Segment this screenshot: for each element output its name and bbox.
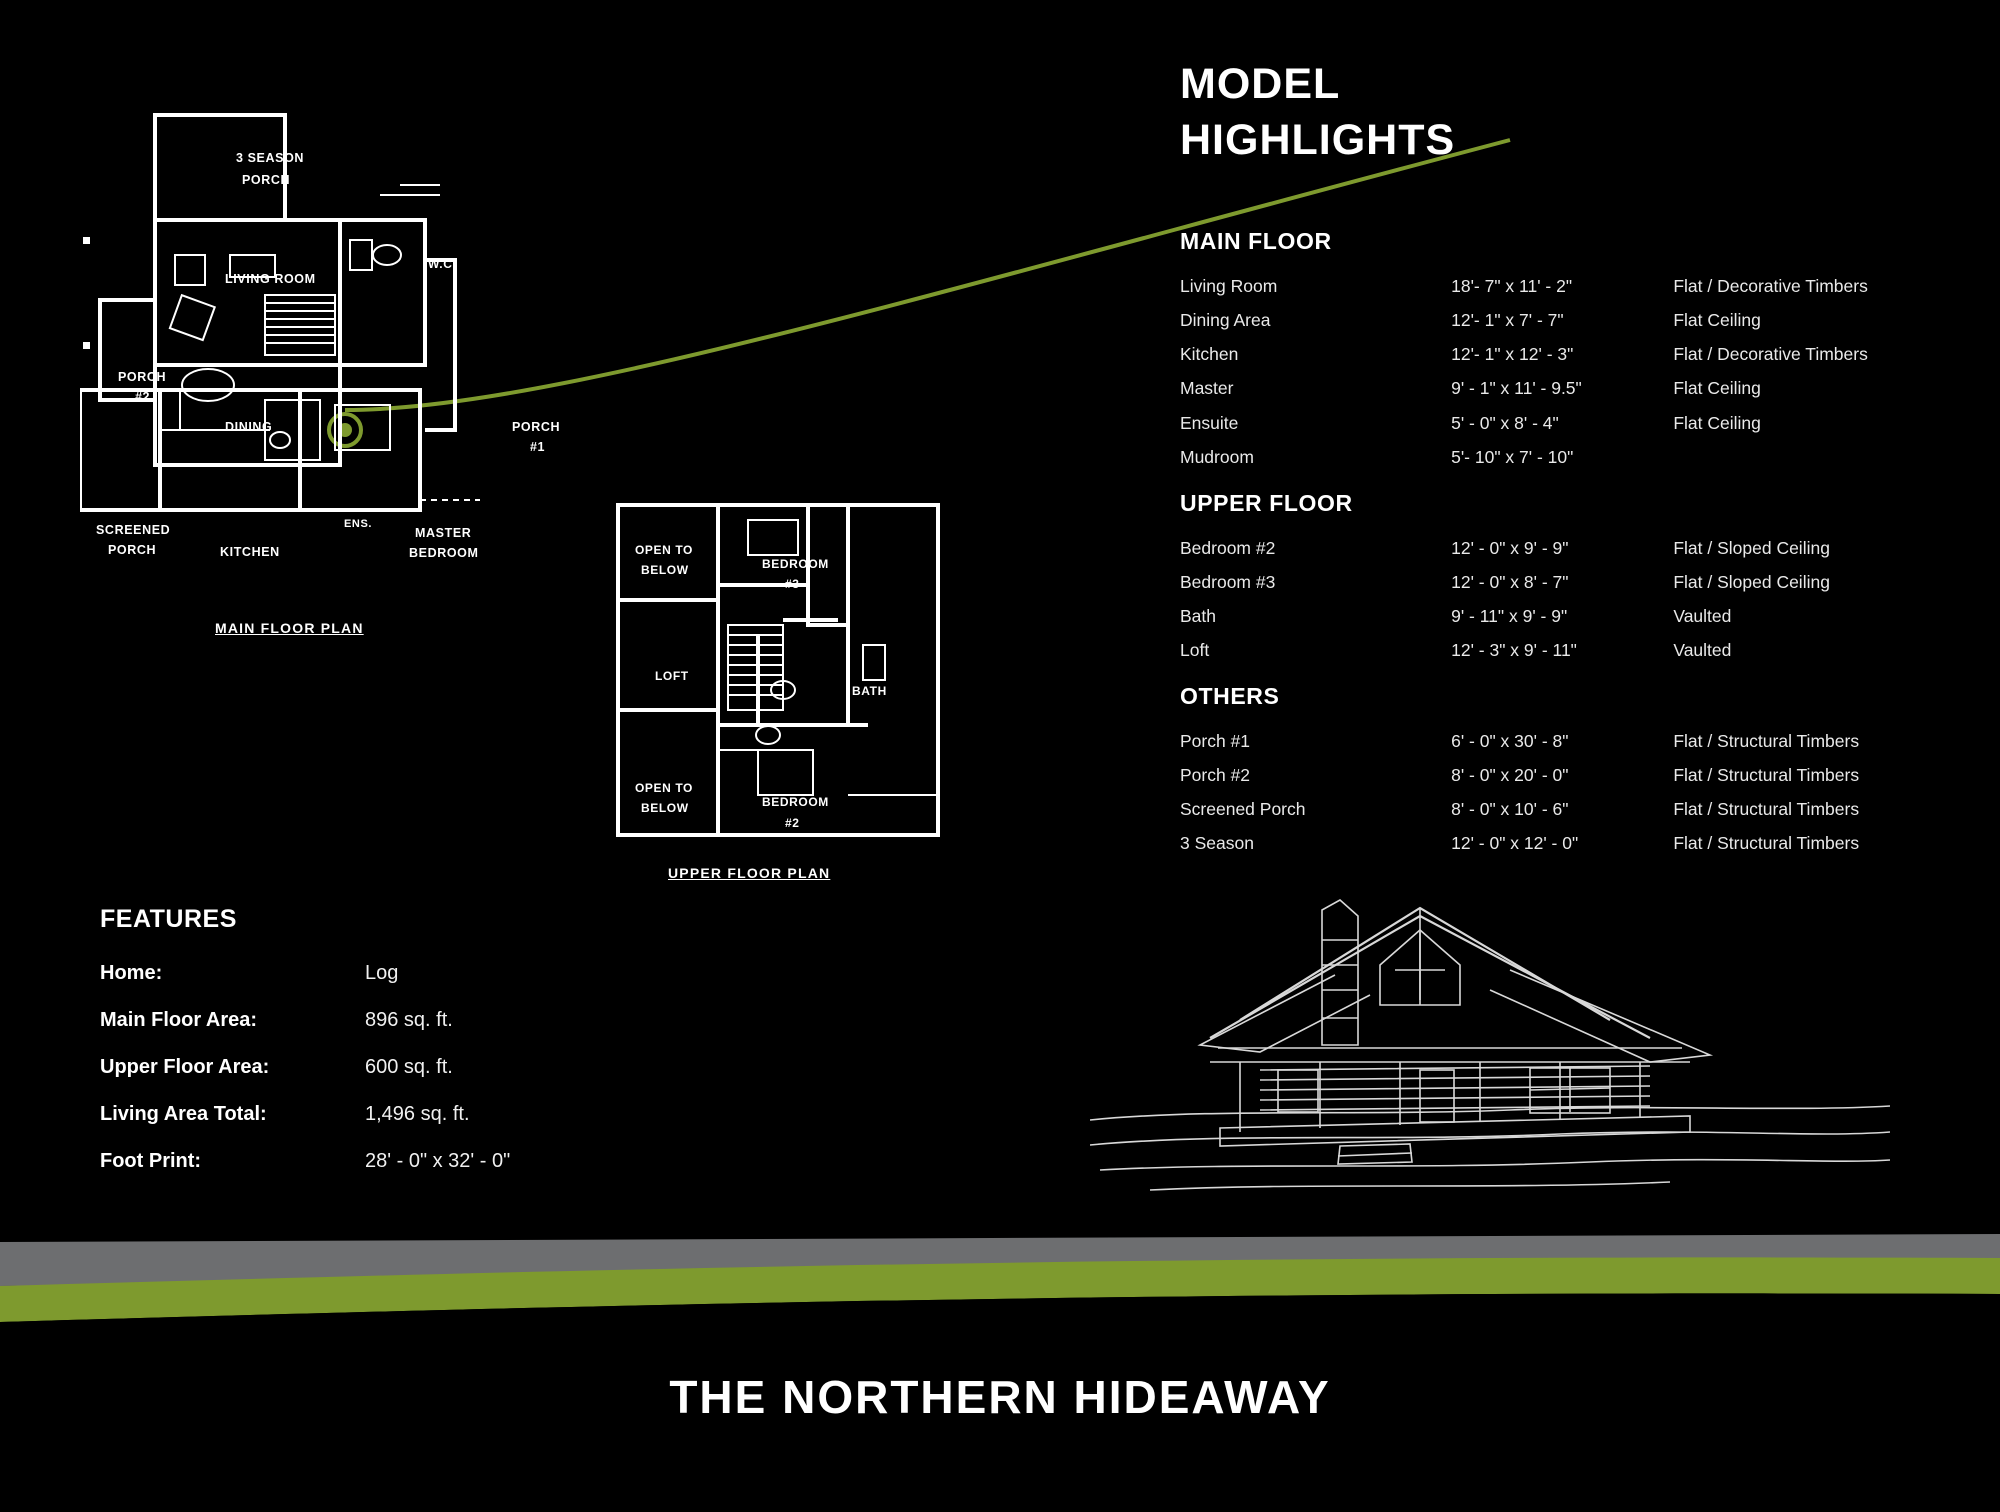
plan-label: PORCH xyxy=(512,420,561,434)
plan-label: MASTER xyxy=(415,526,472,540)
room-size: 12' - 3" x 9' - 11" xyxy=(1451,640,1577,661)
section-heading: OTHERS xyxy=(1180,683,1280,709)
section-upper-floor xyxy=(1180,490,1940,668)
plan-label: KITCHEN xyxy=(220,545,280,559)
room-ceiling: Flat Ceiling xyxy=(1673,412,1761,433)
highlight-row xyxy=(1180,406,1940,440)
bottom-banner xyxy=(0,1228,2000,1348)
room-name: Kitchen xyxy=(1180,344,1239,365)
plan-label: BEDROOM xyxy=(762,795,829,809)
plan-label: LOFT xyxy=(655,669,689,683)
room-name: Master xyxy=(1180,378,1234,399)
room-size: 12' - 0" x 12' - 0" xyxy=(1451,833,1579,854)
plan-label: SCREENED xyxy=(96,523,171,537)
room-name: Bedroom #2 xyxy=(1180,538,1276,558)
room-name: Mudroom xyxy=(1180,446,1254,467)
highlight-row xyxy=(1180,440,1940,474)
plan-label: BEDROOM xyxy=(409,546,479,560)
features-heading: FEATURES xyxy=(100,905,237,933)
room-name: Living Room xyxy=(1180,276,1278,296)
section-heading: UPPER FLOOR xyxy=(1180,490,1353,516)
plan-label: BEDROOM xyxy=(762,557,829,571)
highlight-row xyxy=(1180,531,1940,565)
feature-row xyxy=(100,1138,720,1185)
highlight-row xyxy=(1180,269,1940,303)
plan-label: PORCH xyxy=(242,173,291,187)
room-name: Bath xyxy=(1180,606,1216,627)
model-name-title: THE NORTHERN HIDEAWAY xyxy=(669,1371,1331,1423)
plan-label: OPEN TO xyxy=(635,781,693,795)
room-ceiling: Flat / Sloped Ceiling xyxy=(1673,572,1830,593)
feature-row xyxy=(100,950,720,997)
room-size: 12'- 1" x 7' - 7" xyxy=(1451,310,1564,331)
feature-row xyxy=(100,1044,720,1091)
highlight-row xyxy=(1180,792,1940,826)
room-name: 3 Season xyxy=(1180,833,1254,854)
plan-label: #3 xyxy=(785,577,800,591)
plan-label: W.C. xyxy=(428,257,457,271)
room-name: Loft xyxy=(1180,640,1210,661)
feature-value: 896 sq. ft. xyxy=(365,1009,453,1031)
room-ceiling xyxy=(1673,440,1940,474)
room-size: 5' - 0" x 8' - 4" xyxy=(1451,412,1559,433)
plan-label: #1 xyxy=(530,440,546,454)
plan-label: OPEN TO xyxy=(635,543,693,557)
plan-label: 3 SEASON xyxy=(236,151,305,165)
plan-label: #2 xyxy=(785,816,800,830)
plan-label: DINING xyxy=(225,420,273,434)
feature-label: Main Floor Area: xyxy=(100,1009,258,1031)
room-ceiling: Flat Ceiling xyxy=(1673,310,1761,331)
room-ceiling: Flat Ceiling xyxy=(1673,378,1761,399)
feature-label: Foot Print: xyxy=(100,1150,202,1172)
features-block xyxy=(100,905,720,1185)
feature-label: Upper Floor Area: xyxy=(100,1056,270,1078)
section-main-floor xyxy=(1180,228,1940,474)
feature-value: 600 sq. ft. xyxy=(365,1056,453,1078)
room-ceiling: Flat / Structural Timbers xyxy=(1673,833,1860,854)
feature-row xyxy=(100,997,720,1044)
upper-floor-plan-caption: UPPER FLOOR PLAN xyxy=(668,865,831,881)
room-name: Porch #2 xyxy=(1180,765,1251,786)
room-size: 12' - 0" x 9' - 9" xyxy=(1451,538,1569,558)
section-others xyxy=(1180,683,1940,861)
plan-label: BELOW xyxy=(641,801,689,815)
room-name: Ensuite xyxy=(1180,412,1239,433)
highlight-row xyxy=(1180,826,1940,860)
feature-row xyxy=(100,1091,720,1138)
section-heading: MAIN FLOOR xyxy=(1180,228,1332,254)
highlight-row xyxy=(1180,599,1940,633)
feature-value: 28' - 0" x 32' - 0" xyxy=(365,1150,511,1172)
house-illustration xyxy=(1090,870,1890,1210)
room-ceiling: Flat / Sloped Ceiling xyxy=(1673,538,1830,558)
room-name: Porch #1 xyxy=(1180,731,1251,751)
highlight-row xyxy=(1180,633,1940,667)
room-name: Dining Area xyxy=(1180,310,1271,331)
plan-label: PORCH xyxy=(108,543,157,557)
room-size: 8' - 0" x 20' - 0" xyxy=(1451,765,1569,786)
feature-value: Log xyxy=(365,962,399,984)
plan-label: BELOW xyxy=(641,563,689,577)
room-size: 6' - 0" x 30' - 8" xyxy=(1451,731,1569,751)
plan-label: ENS. xyxy=(344,518,373,530)
main-floor-plan-caption: MAIN FLOOR PLAN xyxy=(215,620,364,636)
room-ceiling: Flat / Structural Timbers xyxy=(1673,731,1860,751)
plan-label: LIVING ROOM xyxy=(225,272,316,286)
room-size: 18'- 7" x 11' - 2" xyxy=(1451,276,1573,296)
room-size: 5'- 10" x 7' - 10" xyxy=(1451,446,1574,467)
feature-label: Living Area Total: xyxy=(100,1103,267,1125)
room-ceiling: Flat / Decorative Timbers xyxy=(1673,276,1868,296)
title-line-highlights: HIGHLIGHTS xyxy=(1180,116,1456,165)
highlight-row xyxy=(1180,371,1940,405)
room-ceiling: Flat / Structural Timbers xyxy=(1673,799,1860,820)
plan-label: #2 xyxy=(135,390,151,404)
room-ceiling: Flat / Decorative Timbers xyxy=(1673,344,1868,365)
feature-label: Home: xyxy=(100,962,163,984)
room-size: 12' - 0" x 8' - 7" xyxy=(1451,572,1569,593)
room-name: Bedroom #3 xyxy=(1180,572,1276,593)
highlight-row xyxy=(1180,303,1940,337)
room-size: 9' - 1" x 11' - 9.5" xyxy=(1451,378,1582,399)
plan-label: BATH xyxy=(852,684,887,698)
highlight-row xyxy=(1180,565,1940,599)
room-size: 9' - 11" x 9' - 9" xyxy=(1451,606,1568,627)
title-line-model: MODEL xyxy=(1180,60,1341,108)
room-ceiling: Vaulted xyxy=(1673,640,1732,661)
highlight-row xyxy=(1180,337,1940,371)
room-ceiling: Flat / Structural Timbers xyxy=(1673,765,1860,786)
plan-label: PORCH xyxy=(118,370,167,384)
room-size: 8' - 0" x 10' - 6" xyxy=(1451,799,1569,820)
model-highlights-title xyxy=(1180,60,1880,164)
feature-value: 1,496 sq. ft. xyxy=(365,1103,470,1125)
highlight-row xyxy=(1180,724,1940,758)
room-size: 12'- 1" x 12' - 3" xyxy=(1451,344,1574,365)
room-name: Screened Porch xyxy=(1180,799,1306,820)
room-ceiling: Vaulted xyxy=(1673,606,1732,627)
highlight-row xyxy=(1180,758,1940,792)
